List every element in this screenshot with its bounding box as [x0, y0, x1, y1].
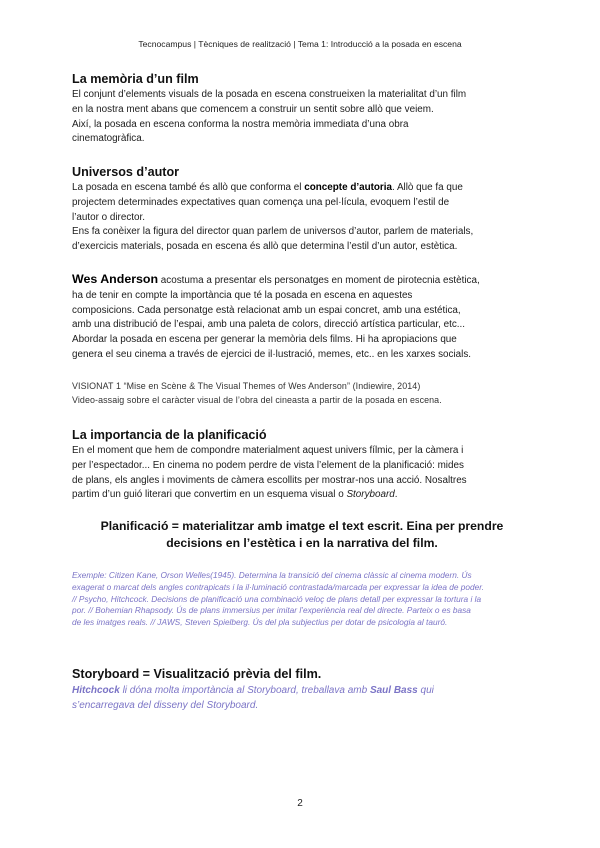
paragraph-line: en la nostra ment abans que comencem a construir un sentit sobre allò que veiem.: [72, 103, 434, 115]
page-number: 2: [297, 798, 303, 809]
bold-term: concepte d’autoria: [304, 182, 393, 193]
example-line: // Psycho, Hitchcock. Decisions de planificació una combinació veloç de plans detall per expressar la tortura i la: [72, 593, 482, 604]
section-title: La importancia de la planificació: [72, 428, 267, 442]
section-title: Universos d’autor: [72, 165, 180, 179]
section-planificacio: [72, 427, 532, 503]
section-autor: [72, 164, 532, 255]
definition-statement: [72, 518, 532, 551]
section-wes-anderson: [72, 272, 532, 363]
paragraph-line: de plans, els angles i moviments de càmera escollits per mostrar-nos una acció. Nosaltres: [72, 474, 467, 486]
paragraph-line: Abordar la posada en escena per generar la memòria dels films. Hi ha apropiacions que: [72, 334, 457, 346]
paragraph-line: Wes Anderson acostuma a presentar els personatges en moment de pirotecnia estètica,: [72, 272, 480, 286]
paragraph-line: partim d’un guió literari que convertim en un esquema visual o Storyboard.: [72, 489, 398, 501]
paragraph-line: Així, la posada en escena conforma la nostra memòria immediata d’una obra: [72, 118, 409, 130]
storyboard-line: Hitchcock li dóna molta importància al Storyboard, treballava amb Saul Bass qui: [72, 685, 434, 696]
paragraph-line: El conjunt d’elements visuals de la posada en escena construeixen la materialitat d’un film: [72, 89, 467, 100]
italic-term: Storyboard: [346, 489, 395, 501]
example-line: Exemple: Citizen Kane, Orson Welles(1945). Determina la transició del cinema clàssic al cinema modern. Ús: [72, 570, 472, 580]
definition-line: Planificació = materialitzar amb imatge el text escrit. Eina per prendre: [100, 519, 504, 533]
examples-note: [72, 570, 538, 629]
bold-name: Saul Bass: [369, 685, 418, 696]
paragraph-line: ha de tenir en compte la importància que té la posada en escena en aquestes: [72, 289, 413, 301]
bold-name: Wes Anderson: [72, 272, 159, 286]
paragraph-line: En el moment que hem de compondre materialment aquest univers fílmic, per la càmera i: [72, 445, 464, 456]
paragraph-line: cinematogràfica.: [72, 133, 145, 145]
paragraph-line: composicions. Cada personatge està relacionat amb un espai concret, amb una estética,: [72, 304, 461, 316]
example-line: por. // Bohemian Rhapsody. Ús de plans immersius per imitar l’experiència real del directe. Parteix o es basa: [72, 605, 471, 616]
paragraph-line: Ens fa conèixer la figura del director quan parlem de universos d’autor, parlem de materials,: [72, 226, 474, 238]
paragraph-line: amb una distribució de l’espai, amb una paleta de colors, direcció artística particular, etc...: [72, 319, 466, 331]
visionat-title: VISIONAT 1 “Mise en Scène & The Visual Themes of Wes Anderson” (Indiewire, 2014): [72, 381, 421, 391]
section-title: La memòria d’un film: [72, 72, 199, 86]
storyboard-line: s’encarregava del disseny del Storyboard.: [72, 700, 259, 711]
paragraph-line: l’autor o director.: [72, 211, 146, 223]
paragraph-line: per l’espectador... En cinema no podem perdre de vista l’element de la planificació: mides: [72, 459, 464, 471]
page-header: Tecnocampus | Tècniques de realització | Tema 1: Introducció a la posada en escena: [138, 39, 462, 49]
definition-line: decisions en l’estètica i en la narrativa del film.: [166, 535, 438, 550]
section-visionat: [72, 379, 532, 407]
paragraph-line: genera el seu cinema a través de ejercici de il·lustració, memes, etc.. en les xarxes socials.: [72, 348, 472, 360]
paragraph-line: La posada en escena també és allò que conforma el concepte d’autoria. Allò que fa que: [72, 182, 463, 193]
section-storyboard: [72, 666, 532, 713]
example-line: exagerat o marcat dels angles contrapicats i la il·luminació contrastada/marcada per expressar la idea de poder.: [72, 581, 484, 592]
paragraph-line: projectem determinades expectatives quan comença una pel·lícula, evoquem l’estil de: [72, 196, 450, 208]
section-memoria: [72, 71, 532, 147]
bold-name: Hitchcock: [72, 685, 120, 696]
paragraph-line: d’exercicis materials, posada en escena és allò que determina l’estil d’un autor, estètica.: [72, 241, 458, 253]
example-line: de les imatges reals. // JAWS, Steven Spielberg. Ús del pla subjectius per dotar de psicologia al tauró.: [72, 617, 448, 628]
visionat-description: Video-assaig sobre el caràcter visual de l’obra del cineasta a partir de la posada en escena.: [72, 395, 442, 405]
section-title: Storyboard = Visualització prèvia del film.: [72, 667, 322, 681]
